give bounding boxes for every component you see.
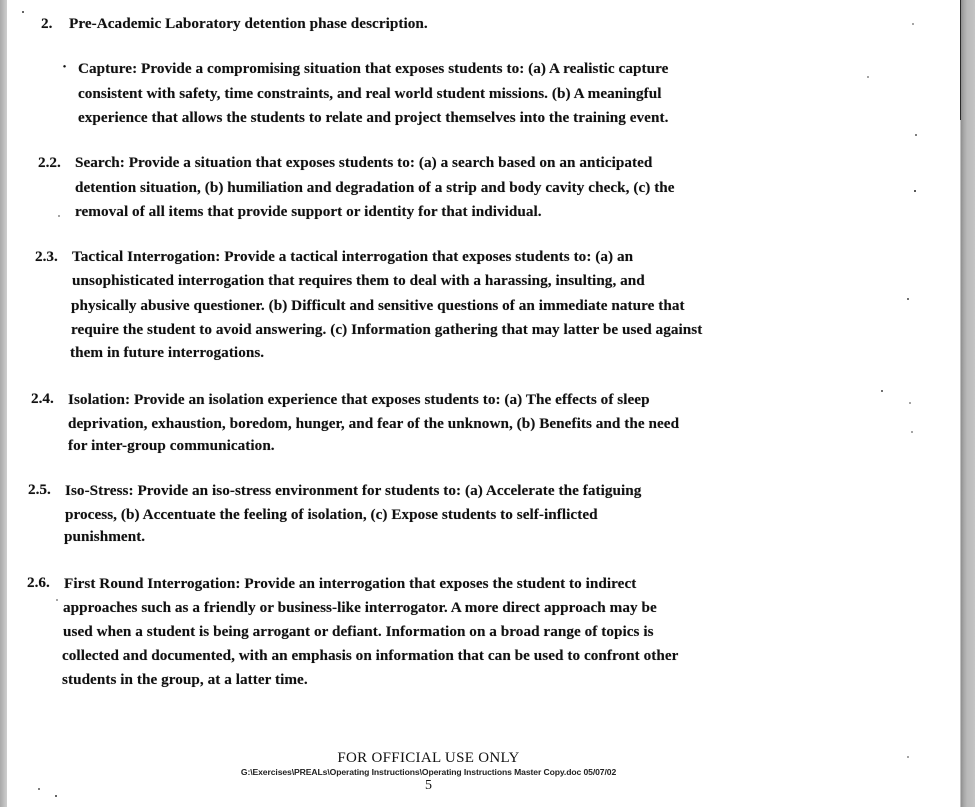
section-line: consistent with safety, time constraints, and real world student missions. (b) A meaningful <box>78 85 662 102</box>
section-line: students in the group, at a latter time. <box>62 671 308 688</box>
section-line: collected and documented, with an emphasis on information that can be used to confront other <box>62 647 679 664</box>
section-line: require the student to avoid answering. (c) Information gathering that may latter be used against <box>71 321 703 338</box>
section-number: 2.5. <box>28 481 51 498</box>
page-number: 5 <box>425 778 432 793</box>
section-line: for inter-group communication. <box>68 437 275 454</box>
scan-speck <box>867 76 869 78</box>
section-line: detention situation, (b) humiliation and degradation of a strip and body cavity check, (c) the <box>75 179 675 196</box>
section-line: physically abusive questioner. (b) Difficult and sensitive questions of an immediate nature that <box>71 297 685 314</box>
section-line: punishment. <box>64 528 146 545</box>
file-path: G:\Exercises\PREALs\Operating Instructions\Operating Instructions Master Copy.doc 05/07/02 <box>240 767 617 777</box>
section-line: experience that allows the students to relate and project themselves into the training event. <box>78 109 669 126</box>
section-line: used when a student is being arrogant or defiant. Information on a broad range of topics is <box>63 623 654 640</box>
scan-speck <box>58 215 60 217</box>
scan-speck <box>881 390 883 392</box>
section-number: 2.3. <box>35 248 58 265</box>
section-line: Isolation: Provide an isolation experience that exposes students to: (a) The effects of sleep <box>68 391 650 408</box>
section-line: unsophisticated interrogation that requires them to deal with a harassing, insulting, and <box>72 272 645 289</box>
section-number: 2.4. <box>31 390 54 407</box>
left-page-shadow <box>0 0 7 807</box>
section-line: deprivation, exhaustion, boredom, hunger, and fear of the unknown, (b) Benefits and the need <box>68 415 680 432</box>
section-line: Capture: Provide a compromising situation that exposes students to: (a) A realistic capture <box>78 60 669 77</box>
scan-speck <box>915 134 917 136</box>
heading-number: 2. <box>41 15 53 32</box>
section-line: them in future interrogations. <box>70 344 265 361</box>
section-line: approaches such as a friendly or business-like interrogator. A more direct approach may be <box>63 599 657 616</box>
section-line: Iso-Stress: Provide an iso-stress environment for students to: (a) Accelerate the fatiguing <box>65 482 642 499</box>
scan-speck <box>22 11 24 13</box>
scan-speck <box>912 23 914 25</box>
scan-speck <box>914 190 916 192</box>
classification-label: FOR OFFICIAL USE ONLY <box>337 750 520 766</box>
scan-speck <box>55 795 57 797</box>
heading-text: Pre-Academic Laboratory detention phase description. <box>69 15 428 32</box>
scan-speck <box>38 788 40 790</box>
scan-speck <box>56 599 58 601</box>
scan-speck <box>909 402 911 404</box>
section-line: Tactical Interrogation: Provide a tactical interrogation that exposes students to: (a) an <box>72 248 634 265</box>
right-page-shadow <box>961 0 975 807</box>
section-bullet: · <box>62 58 68 75</box>
section-line: Search: Provide a situation that exposes students to: (a) a search based on an anticipated <box>75 154 653 171</box>
section-line: First Round Interrogation: Provide an interrogation that exposes the student to indirect <box>64 575 637 592</box>
section-line: process, (b) Accentuate the feeling of isolation, (c) Expose students to self-inflicted <box>65 506 598 523</box>
scan-speck <box>907 756 909 758</box>
scan-speck <box>911 431 913 433</box>
section-number: 2.2. <box>38 154 61 171</box>
section-line: removal of all items that provide support or identity for that individual. <box>75 203 542 220</box>
scan-speck <box>907 298 909 300</box>
document-page <box>7 0 960 807</box>
section-number: 2.6. <box>27 574 50 591</box>
